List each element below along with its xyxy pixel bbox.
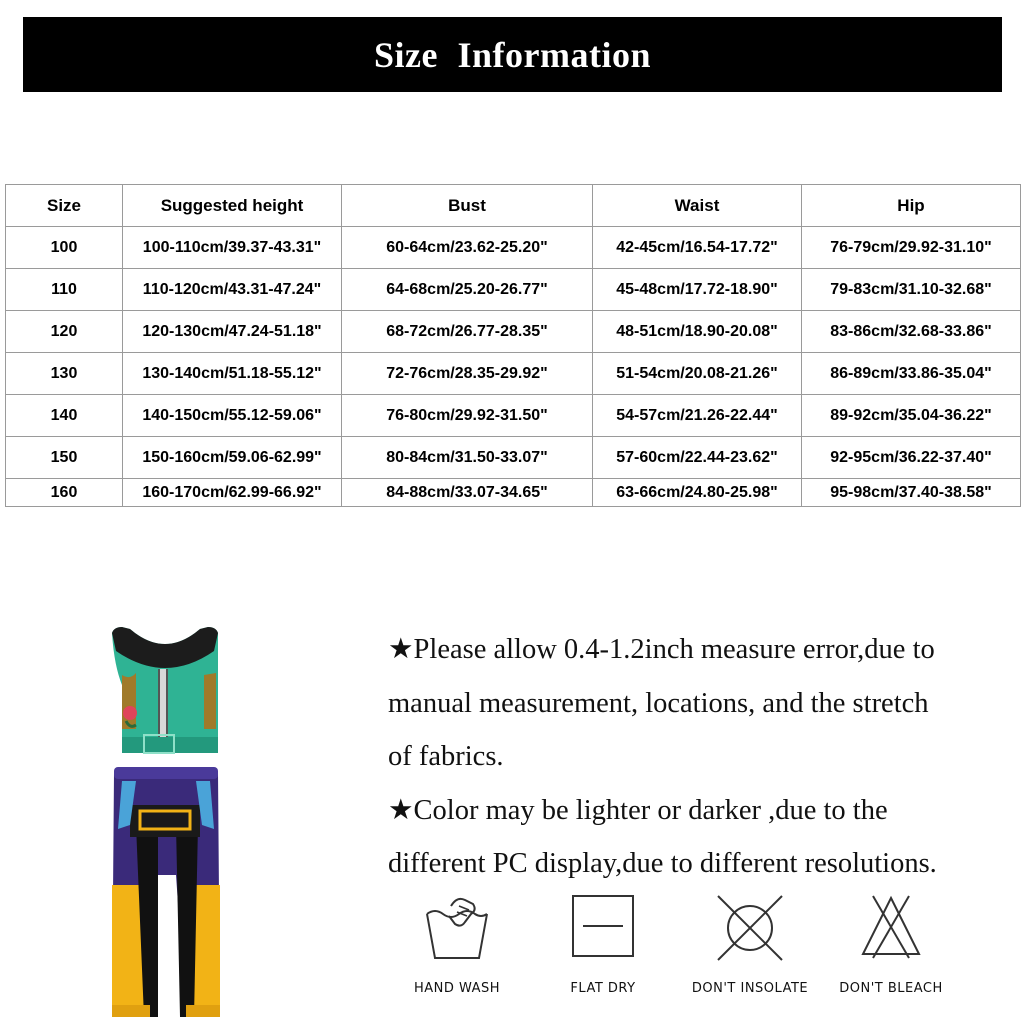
cell-height: 150-160cm/59.06-62.99"	[123, 437, 342, 479]
pants	[112, 767, 220, 1017]
cell-size: 150	[6, 437, 123, 479]
hand-wash-icon	[421, 892, 493, 962]
header-hip: Hip	[802, 185, 1021, 227]
note-line: different PC display,due to different resolutions.	[388, 848, 937, 879]
notes-text	[388, 623, 1013, 891]
size-table	[5, 184, 1021, 507]
cell-size: 130	[6, 353, 123, 395]
cell-size: 120	[6, 311, 123, 353]
cell-waist: 51-54cm/20.08-21.26"	[593, 353, 802, 395]
care-hand-wash	[382, 892, 532, 996]
cell-size: 160	[6, 479, 123, 507]
title-banner	[23, 17, 1002, 92]
note-line: manual measurement, locations, and the stretch	[388, 687, 929, 719]
cell-hip: 83-86cm/32.68-33.86"	[802, 311, 1021, 353]
cell-height: 130-140cm/51.18-55.12"	[123, 353, 342, 395]
cell-bust: 64-68cm/25.20-26.77"	[342, 269, 593, 311]
cell-height: 160-170cm/62.99-66.92"	[123, 479, 342, 507]
note-line: of fabrics.	[388, 741, 504, 772]
care-label-dont-insolate: DON'T INSOLATE	[691, 981, 809, 996]
table-row	[6, 269, 1021, 311]
cell-size: 110	[6, 269, 123, 311]
header-suggested-height: Suggested height	[123, 185, 342, 227]
dont-insolate-icon	[714, 892, 786, 962]
care-label-dont-bleach: DON'T BLEACH	[839, 981, 943, 996]
cell-waist: 48-51cm/18.90-20.08"	[593, 311, 802, 353]
cell-bust: 84-88cm/33.07-34.65"	[342, 479, 593, 507]
cell-bust: 72-76cm/28.35-29.92"	[342, 353, 593, 395]
cell-hip: 92-95cm/36.22-37.40"	[802, 437, 1021, 479]
cell-bust: 80-84cm/31.50-33.07"	[342, 437, 593, 479]
note-line: ★Please allow 0.4-1.2inch measure error,due to	[388, 634, 935, 665]
cell-size: 100	[6, 227, 123, 269]
table-header-row	[6, 185, 1021, 227]
cell-waist: 45-48cm/17.72-18.90"	[593, 269, 802, 311]
cell-waist: 57-60cm/22.44-23.62"	[593, 437, 802, 479]
cell-hip: 79-83cm/31.10-32.68"	[802, 269, 1021, 311]
cell-hip: 89-92cm/35.04-36.22"	[802, 395, 1021, 437]
note-line: ★Color may be lighter or darker ,due to the	[388, 794, 888, 826]
cell-hip: 95-98cm/37.40-38.58"	[802, 479, 1021, 507]
cell-waist: 63-66cm/24.80-25.98"	[593, 479, 802, 507]
product-image	[100, 625, 230, 1025]
flat-dry-icon	[571, 892, 635, 962]
cell-bust: 60-64cm/23.62-25.20"	[342, 227, 593, 269]
cell-waist: 54-57cm/21.26-22.44"	[593, 395, 802, 437]
table-row	[6, 395, 1021, 437]
table-row	[6, 311, 1021, 353]
dont-bleach-icon	[859, 892, 923, 962]
table-row	[6, 227, 1021, 269]
crop-top	[112, 627, 218, 753]
care-dont-bleach	[816, 892, 966, 996]
cell-height: 100-110cm/39.37-43.31"	[123, 227, 342, 269]
care-label-flat-dry: FLAT DRY	[570, 981, 636, 996]
cell-hip: 86-89cm/33.86-35.04"	[802, 353, 1021, 395]
table-row	[6, 353, 1021, 395]
care-flat-dry	[528, 892, 678, 996]
header-bust: Bust	[342, 185, 593, 227]
cell-height: 120-130cm/47.24-51.18"	[123, 311, 342, 353]
header-size: Size	[6, 185, 123, 227]
care-dont-insolate	[675, 892, 825, 996]
table-row	[6, 437, 1021, 479]
table-row	[6, 479, 1021, 507]
page-title: Size Information	[374, 34, 651, 75]
cell-bust: 68-72cm/26.77-28.35"	[342, 311, 593, 353]
cell-hip: 76-79cm/29.92-31.10"	[802, 227, 1021, 269]
header-waist: Waist	[593, 185, 802, 227]
cell-height: 140-150cm/55.12-59.06"	[123, 395, 342, 437]
care-label-hand-wash: HAND WASH	[413, 981, 501, 996]
cell-height: 110-120cm/43.31-47.24"	[123, 269, 342, 311]
cell-waist: 42-45cm/16.54-17.72"	[593, 227, 802, 269]
cell-size: 140	[6, 395, 123, 437]
cell-bust: 76-80cm/29.92-31.50"	[342, 395, 593, 437]
